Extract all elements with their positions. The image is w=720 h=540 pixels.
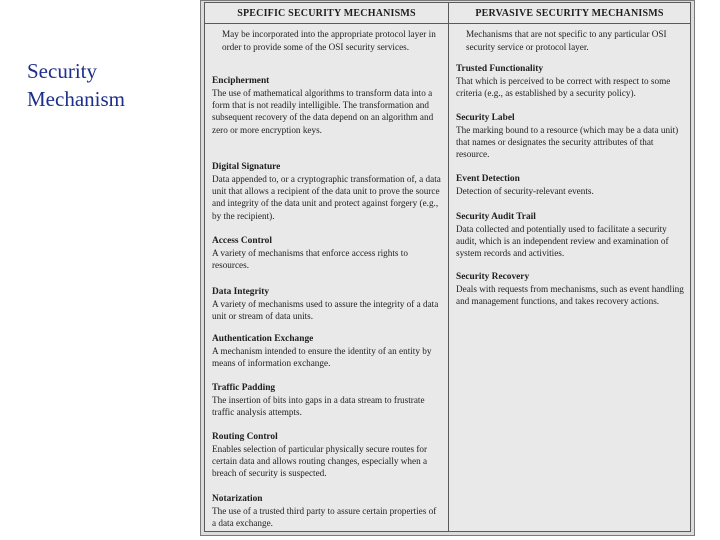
column-intro-pervasive: Mechanisms that are not specific to any particular OSI security service or protocol layer. (466, 29, 667, 52)
mechanism-title: Security Label (456, 113, 515, 123)
mechanism-title: Access Control (212, 236, 272, 246)
mechanism-title: Security Recovery (456, 272, 530, 282)
mechanism-description: The insertion of bits into gaps in a data stream to frustrate traffic analysis attempts. (212, 395, 425, 418)
mechanism-description: Enables selection of particular physically secure routes for certain data and allows routing changes, especially when a breach of security is suspected. (212, 444, 428, 479)
mechanism-entry (212, 431, 442, 480)
mechanism-title: Data Integrity (212, 287, 270, 297)
mechanism-entry (212, 493, 442, 529)
mechanism-description: Detection of security-relevant events. (456, 186, 594, 196)
mechanism-title: Notarization (212, 494, 263, 504)
mechanism-description: Data appended to, or a cryptographic transformation of, a data unit that allows a recipient of the data unit to prove the source and integrity of the data unit and protect against forgery (e.g., by the recipient). (212, 174, 441, 221)
mechanism-description: Deals with requests from mechanisms, such as event handling and management functions, and takes recovery actions. (456, 284, 684, 307)
mechanism-description: The use of a trusted third party to assure certain properties of a data exchange. (212, 506, 437, 529)
mechanism-entry (212, 286, 442, 322)
column-header-pervasive: PERVASIVE SECURITY MECHANISMS (449, 3, 690, 24)
slide-title (27, 57, 187, 113)
column-header-specific: SPECIFIC SECURITY MECHANISMS (205, 3, 448, 24)
mechanism-title: Routing Control (212, 432, 278, 442)
mechanism-title: Digital Signature (212, 162, 281, 172)
mechanism-description: A variety of mechanisms used to assure the integrity of a data unit or stream of data units. (212, 299, 439, 322)
security-mechanisms-table (204, 2, 691, 532)
slide-title-line-2: Mechanism (27, 87, 125, 111)
mechanism-entry (456, 271, 684, 307)
mechanism-description: The marking bound to a resource (which may be a data unit) that names or designates the security attributes of that resource. (456, 125, 679, 160)
mechanism-entry (212, 75, 442, 136)
column-intro-specific: May be incorporated into the appropriate protocol layer in order to provide some of the OSI security services. (222, 29, 436, 52)
mechanism-entry (456, 211, 684, 260)
mechanism-entry (456, 173, 684, 197)
mechanism-entry (212, 235, 442, 271)
mechanism-title: Trusted Functionality (456, 64, 544, 74)
mechanism-description: A mechanism intended to ensure the identity of an entity by means of information exchange. (212, 346, 432, 369)
mechanism-title: Event Detection (456, 174, 520, 184)
mechanism-title: Authentication Exchange (212, 334, 314, 344)
mechanism-description: The use of mathematical algorithms to transform data into a form that is not readily intelligible. The transformation and subsequent recovery of the data depend on an algorithm and zero or more encryption keys. (212, 88, 434, 135)
mechanism-entry (456, 63, 684, 99)
mechanism-description: That which is perceived to be correct with respect to some criteria (e.g., as established by a security policy). (456, 76, 671, 99)
mechanism-entry (456, 112, 684, 161)
mechanism-entry (212, 382, 442, 418)
slide-title-line-1: Security (27, 59, 97, 83)
mechanism-title: Encipherment (212, 76, 270, 86)
mechanism-title: Traffic Padding (212, 383, 276, 393)
mechanism-description: A variety of mechanisms that enforce access rights to resources. (212, 248, 408, 271)
mechanism-entry (212, 161, 442, 222)
pervasive-mechanisms-column (449, 3, 690, 531)
mechanism-description: Data collected and potentially used to facilitate a security audit, which is an independent review and examination of system records and activities. (456, 224, 669, 259)
mechanism-title: Security Audit Trail (456, 212, 536, 222)
mechanism-entry (212, 333, 442, 369)
specific-mechanisms-column (205, 3, 449, 531)
